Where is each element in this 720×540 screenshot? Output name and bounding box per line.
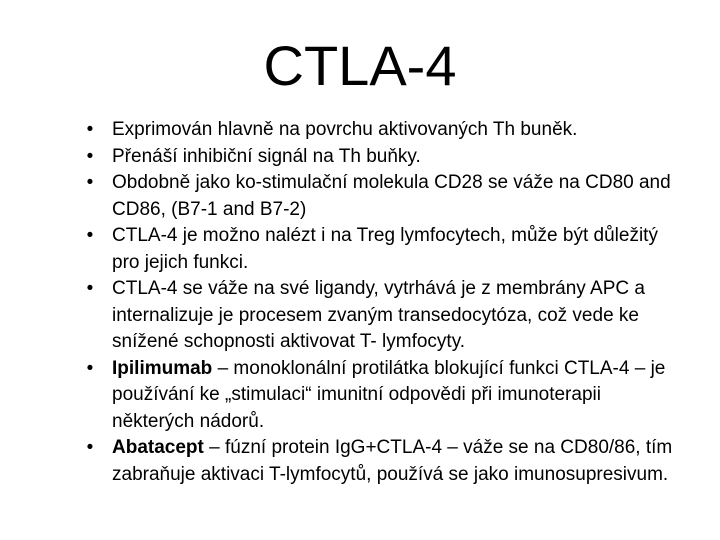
bullet-item bbox=[84, 435, 684, 488]
bullet-icon: • bbox=[86, 119, 94, 140]
slide-title: CTLA-4 bbox=[263, 34, 457, 97]
bullet-item bbox=[84, 276, 684, 356]
bullet-icon: • bbox=[86, 437, 94, 458]
bullet-list bbox=[84, 117, 684, 488]
bullet-text: Přenáší inhibiční signál na Th buňky. bbox=[112, 145, 421, 167]
bullet-item bbox=[84, 117, 684, 144]
bullet-text: CTLA-4 se váže na své ligandy, vytrhává je z membrány APC a internalizuje je procesem zvaným transedocytóza, což vede ke snížené schopnosti aktivovat T- lymfocyty. bbox=[112, 278, 645, 352]
bullet-icon: • bbox=[86, 145, 94, 167]
bullet-icon: • bbox=[86, 225, 94, 246]
bullet-text: Obdobně jako ko-stimulační molekula CD28 se váže na CD80 and CD86, (B7-1 and B7-2) bbox=[112, 172, 671, 220]
bullet-text: – monoklonální protilátka blokující funkci CTLA-4 – je používání ke „stimulaci“ imunitní odpovědi při imunoterapii některých nádorů. bbox=[112, 357, 666, 432]
bullet-icon: • bbox=[86, 172, 94, 193]
bullet-text: Exprimován hlavně na povrchu aktivovaných Th buněk. bbox=[112, 119, 578, 140]
bullet-text: CTLA-4 je možno nalézt i na Treg lymfocytech, může být důležitý pro jejich funkci. bbox=[112, 225, 658, 273]
bullet-item bbox=[84, 223, 684, 276]
bullet-icon: • bbox=[86, 278, 94, 299]
bullet-item bbox=[84, 170, 684, 223]
drug-name-ipilimumab: Ipilimumab bbox=[112, 357, 213, 379]
bullet-item bbox=[84, 356, 684, 436]
bullet-icon: • bbox=[86, 357, 94, 379]
bullet-text: – fúzní protein IgG+CTLA-4 – váže se na CD80/86, tím zabraňuje aktivaci T-lymfocytů, používá se jako imunosupresivum. bbox=[112, 437, 673, 485]
drug-name-abatacept: Abatacept bbox=[112, 437, 204, 458]
bullet-item bbox=[84, 144, 684, 171]
